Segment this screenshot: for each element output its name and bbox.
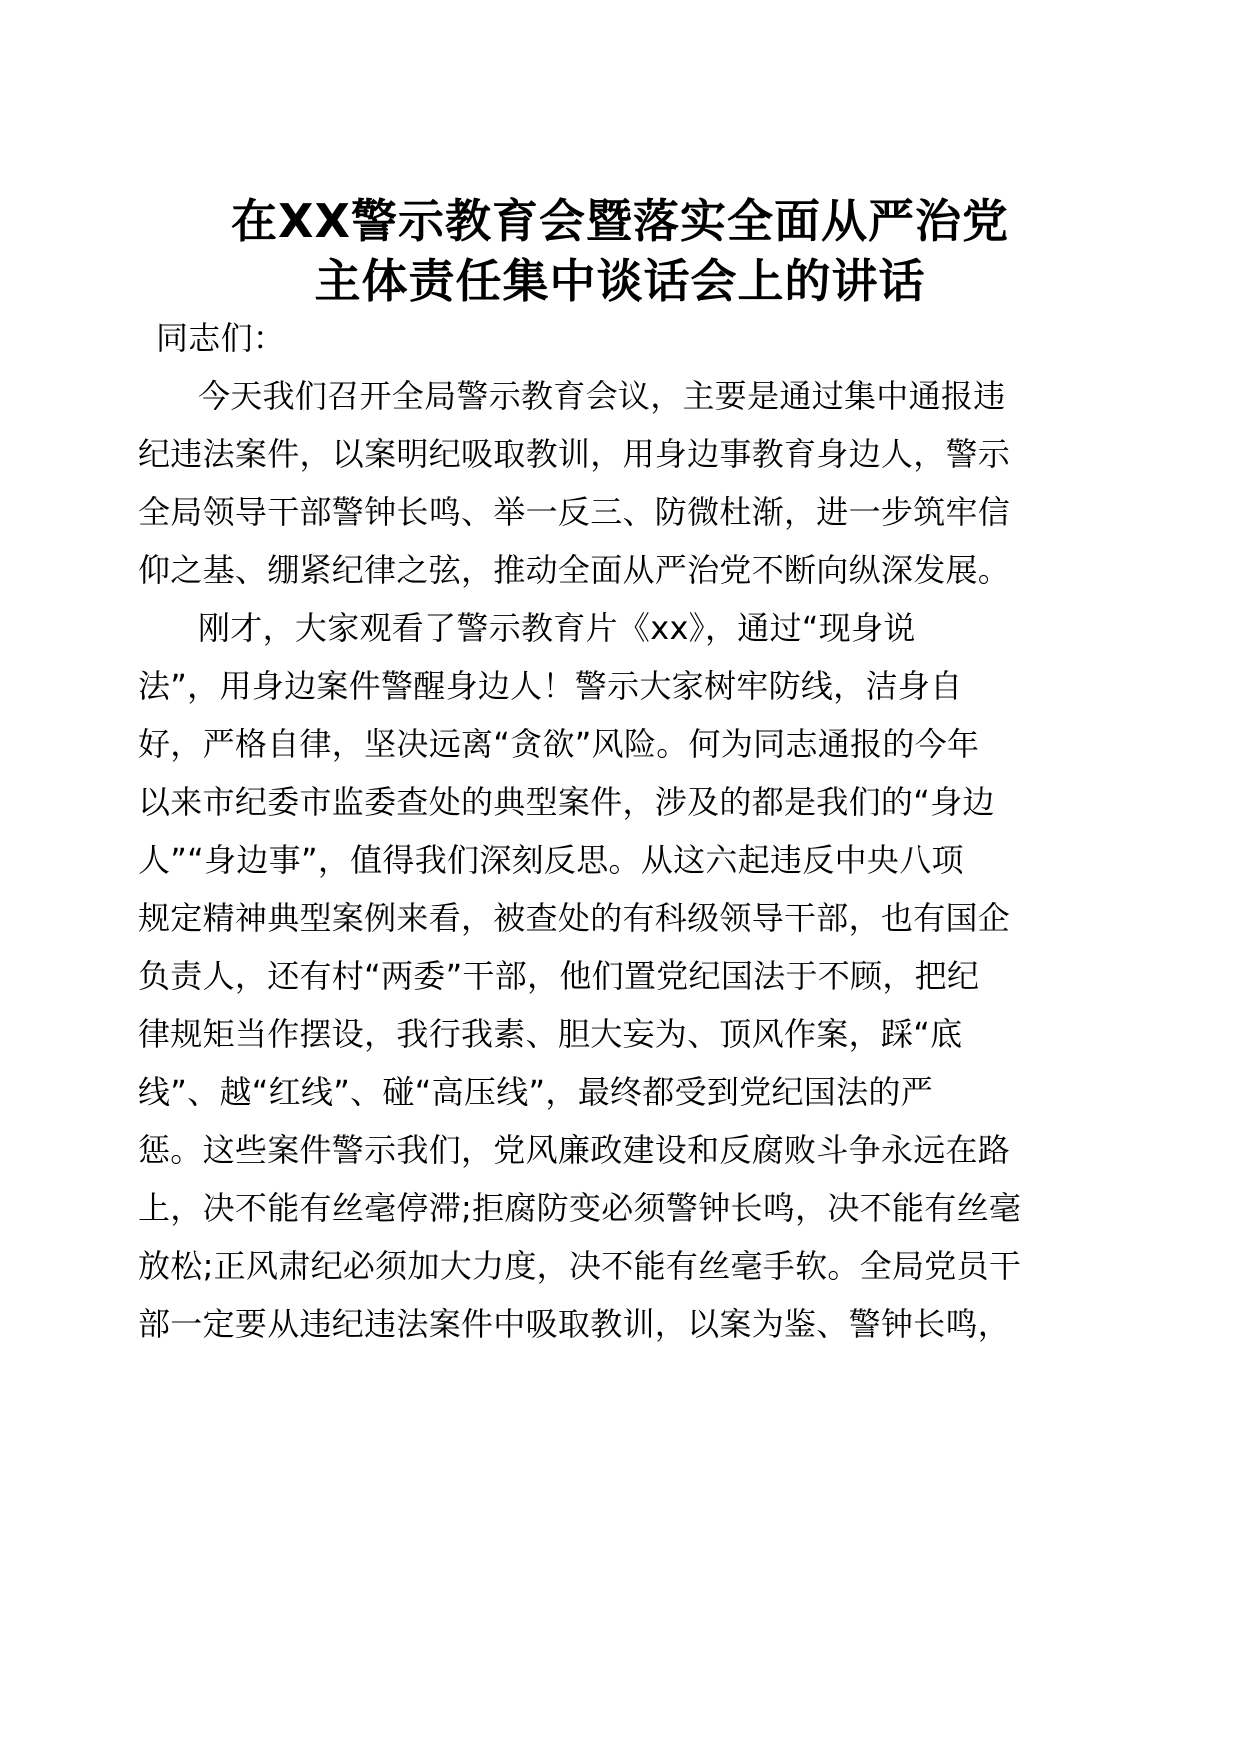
document-title-line-1: 在XX警示教育会暨落实全面从严治党: [231, 194, 1009, 248]
body-line-16: 放松;正风肃纪必须加大力度，决不能有丝毫手软。全局党员干: [138, 1247, 1022, 1285]
body-line-11: 负责人，还有村“两委”干部，他们置党纪国法于不顾，把纪: [138, 957, 980, 995]
body-line-10: 规定精神典型案例来看，被查处的有科级领导干部，也有国企: [138, 899, 1011, 937]
body-line-1: 今天我们召开全局警示教育会议，主要是通过集中通报违: [198, 377, 1006, 415]
body-line-6: 法”，用身边案件警醒身边人！警示大家树牢防线，洁身自: [138, 667, 963, 705]
body-line-5: 刚才，大家观看了警示教育片《xx》，通过“现身说: [198, 609, 916, 647]
body-line-3: 全局领导干部警钟长鸣、举一反三、防微杜渐，进一步筑牢信: [138, 493, 1011, 531]
body-line-9: 人”“身边事”，值得我们深刻反思。从这六起违反中央八项: [138, 841, 964, 879]
body-line-4: 仰之基、绷紧纪律之弦，推动全面从严治党不断向纵深发展。: [138, 551, 1011, 589]
body-line-2: 纪违法案件，以案明纪吸取教训，用身边事教育身边人，警示: [138, 435, 1011, 473]
body-line-12: 律规矩当作摆设，我行我素、胆大妄为、顶风作案，踩“底: [138, 1015, 963, 1053]
body-line-15: 上，决不能有丝毫停滞;拒腐防变必须警钟长鸣，决不能有丝毫: [138, 1189, 1022, 1227]
body-line-8: 以来市纪委市监委查处的典型案件，涉及的都是我们的“身边: [138, 783, 995, 821]
body-line-14: 惩。这些案件警示我们，党风廉政建设和反腐败斗争永远在路: [138, 1131, 1011, 1169]
salutation: 同志们：: [156, 319, 286, 357]
body-line-7: 好，严格自律，坚决远离“贪欲”风险。何为同志通报的今年: [138, 725, 980, 763]
document-title-line-2: 主体责任集中谈话会上的讲话: [314, 254, 926, 308]
body-line-13: 线”、越“红线”、碰“高压线”，最终都受到党纪国法的严: [138, 1073, 933, 1111]
body-line-17: 部一定要从违纪违法案件中吸取教训，以案为鉴、警钟长鸣，: [138, 1305, 1011, 1343]
